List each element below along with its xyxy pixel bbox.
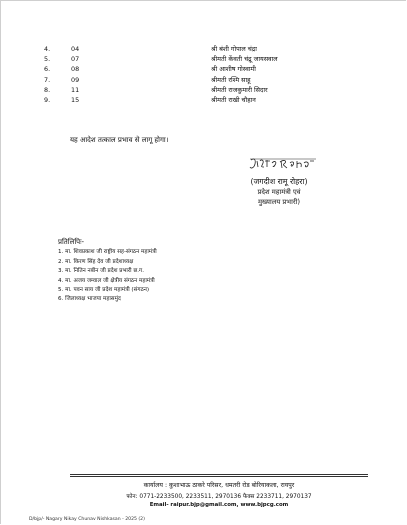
signatory-designation: प्रदेश महामंत्री एवं — [257, 188, 301, 196]
member-serial: 6. — [44, 65, 51, 74]
footer-divider-2 — [70, 476, 368, 477]
copy-to-heading: प्रतिलिपिः- — [58, 238, 85, 246]
member-name: श्री बंशी गोपाल चंद्रा — [211, 45, 257, 53]
office-phone: फोन: 0771-2233500, 2233511, 2970136 फैक्स 2233711, 2970137 — [126, 494, 312, 500]
member-number: 15 — [71, 96, 80, 105]
copy-to-section — [58, 238, 157, 305]
signatory-name: (जगदीश रामू रोहरा) — [250, 177, 308, 186]
office-address: कार्यालय : कुशाभाऊ ठाकरे परिसर, धमतरी रोड बोरियाकला, रायपुर — [143, 482, 295, 489]
copy-to-item: 3. मा. नितिन नबीन जी प्रदेश प्रभारी छ.ग. — [58, 268, 144, 275]
member-serial: 5. — [44, 55, 51, 64]
copy-to-item: 6. जिलाध्यक्ष भाजपा महासमुंद — [58, 296, 121, 303]
member-number: 07 — [71, 55, 80, 64]
signatory-designation-2: मुख्यालय प्रभारी) — [257, 198, 301, 206]
office-email: Email- raipur.bjp@gmail.com, www.bjpcg.com — [149, 502, 289, 508]
file-reference: D/bjp/- Nagary Nikay Chunav Nishkasan - 2025 (2) — [29, 517, 145, 522]
copy-to-item: 5. मा. पवन साय जी प्रदेश महामंत्री (संगठन) — [58, 287, 150, 294]
member-row — [44, 75, 278, 85]
member-name: श्रीमती राखी चौहान — [211, 96, 256, 105]
member-row — [44, 44, 278, 54]
copy-to-item: 1. मा. शिवप्रकाश जी राष्ट्रीय सह-संगठन महामंत्री — [58, 249, 157, 256]
member-row — [44, 95, 278, 105]
member-row — [44, 64, 278, 74]
member-number: 04 — [71, 45, 80, 53]
member-number: 08 — [71, 65, 80, 74]
member-name: श्रीमती केंवती चंद्रू जायसवाल — [211, 55, 278, 64]
member-name: श्री आशीष गोस्वामी — [211, 65, 256, 74]
member-number: 11 — [71, 85, 80, 94]
copy-to-item: 4. मा. अजय जम्वाल जी क्षेत्रीय संगठन महामंत्री — [58, 277, 155, 284]
member-number: 09 — [71, 75, 80, 84]
member-serial: 7. — [44, 75, 51, 84]
member-row — [44, 85, 278, 95]
signatory-block — [240, 177, 318, 207]
member-name: श्रीमती रश्मि साहू — [211, 75, 251, 84]
effect-statement: यह आदेश तत्काल प्रभाव से लागू होगा। — [70, 136, 169, 144]
member-name: श्रीमती राजकुमारी सिदार — [211, 85, 268, 94]
copy-to-item: 2. मा. किरण सिंह देव जी प्रदेशाध्यक्ष — [58, 258, 134, 265]
member-serial: 9. — [44, 96, 51, 105]
member-list — [44, 44, 278, 105]
member-serial: 8. — [44, 85, 51, 94]
copy-to-list — [58, 248, 157, 304]
footer-divider — [70, 474, 368, 475]
handwritten-signature — [248, 155, 320, 175]
member-row — [44, 54, 278, 64]
member-serial: 4. — [44, 45, 51, 53]
